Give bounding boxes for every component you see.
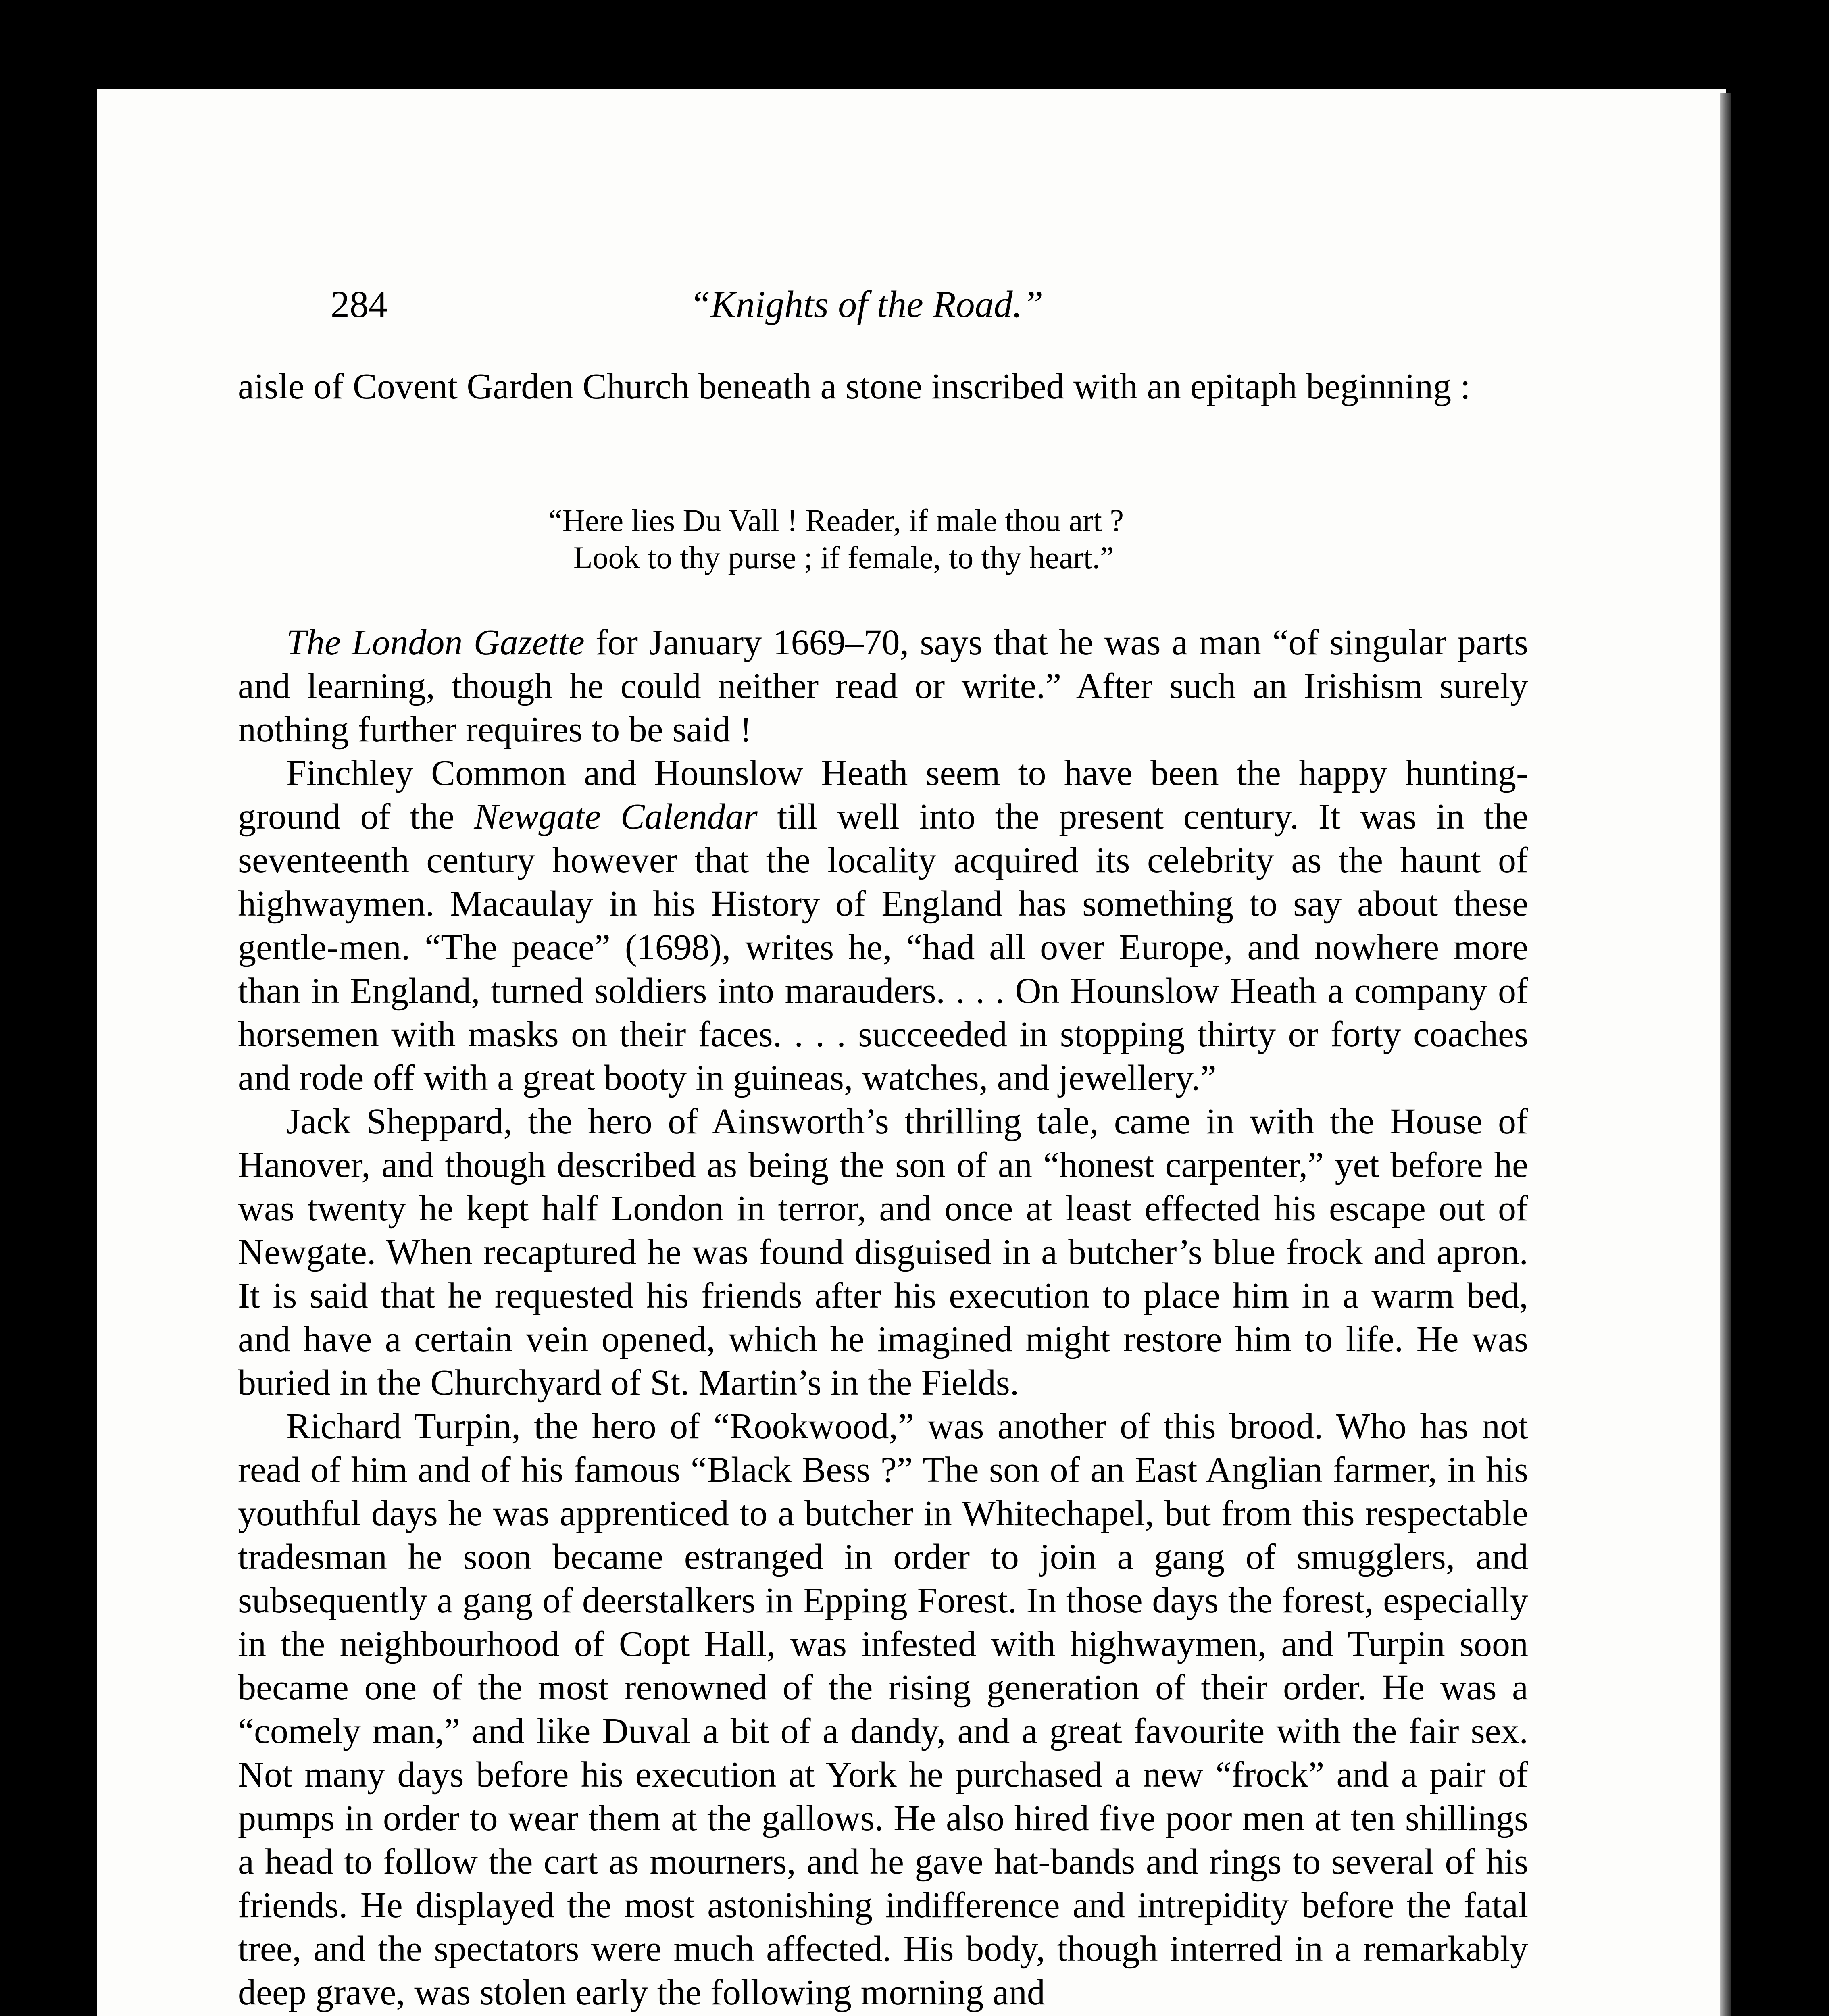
paragraph-gazette (238, 621, 1528, 752)
paragraph-sheppard: Jack Sheppard, the hero of Ainsworth’s thrilling tale, came in with the House of Hanover, and though described as being the son of an “honest carpenter,” yet before he was twenty he kept half London in terror, and once at least effected his escape out of Newgate. When recaptured he was found disguised in a butcher’s blue frock and apron. It is said that he requested his friends after his execution to place him in a warm bed, and have a certain vein opened, which he imagined might restore him to life. He was buried in the Churchyard of St. Martin’s in the Fields. (238, 1102, 1528, 1403)
paragraph-text: Finchley Common and Hounslow Heath seem to have been the happy hunting-ground of the (238, 753, 1528, 837)
paragraph-continued (238, 365, 1528, 408)
paragraph-turpin: Richard Turpin, the hero of “Rookwood,” was another of this brood. Who has not read of him and of his famous “Black Bess ?” The son of an East Anglian farmer, in his youthful days he was apprenticed to a butcher in Whitechapel, but from this respectable tradesman he soon became estranged in order to join a gang of smugglers, and subsequently a gang of deerstalkers in Epping Forest. In those days the forest, especially in the neighbourhood of Copt Hall, was infested with highwaymen, and Turpin soon became one of the most renowned of the rising generation of their order. He was a “comely man,” and like Duval a bit of a dandy, and a great favourite with the fair sex. Not many days before his execution at York he purchased a new “frock” and a pair of pumps in order to wear them at the gallows. He also hired five poor men at ten shillings a head to follow the cart as mourners, and he gave hat-bands and rings to several of his friends. He displayed the most astonishing indifference and intrepidity before the fatal tree, and the spectators were much affected. His body, though interred in a remarkably deep grave, was stolen early the following morning and (238, 1406, 1528, 2012)
epitaph-line-1: “Here lies Du Vall ! Reader, if male thou art ? (548, 503, 1124, 538)
paragraph-text: till well into the present century. It was in the seventeenth century however that the locality acquired its celebrity as the haunt of highwaymen. Macaulay in his History of England has something to say about these gentle-men. “The peace” (1698), writes he, “had all over Europe, and nowhere more than in England, turned soldiers into marauders. . . . On Hounslow Heath a company of horsemen with masks on their faces. . . . succeeded in stopping thirty or forty coaches and rode off with a great booty in guineas, watches, and jewellery.” (238, 797, 1528, 1098)
epitaph-line-2: Look to thy purse ; if female, to thy heart.” (573, 540, 1114, 575)
book-title: The London Gazette (286, 623, 585, 662)
paragraph-text: for January 1669–70, says that he was a man “of singular parts and learning, though he could neither read or write.” After such an Irishism surely nothing further requires to be said ! (238, 623, 1529, 750)
book-title: Newgate Calendar (474, 797, 758, 837)
body-text (238, 621, 1528, 2014)
page-edge (1720, 93, 1731, 2016)
paragraph-text: aisle of Covent Garden Church beneath a stone inscribed with an epitaph beginning : (238, 367, 1471, 406)
paragraph-hounslow (238, 752, 1528, 1100)
running-head (238, 278, 1125, 331)
epitaph-quote (548, 502, 1395, 576)
page-number: 284 (331, 283, 387, 325)
running-title: “Knights of the Road.” (690, 283, 1044, 325)
